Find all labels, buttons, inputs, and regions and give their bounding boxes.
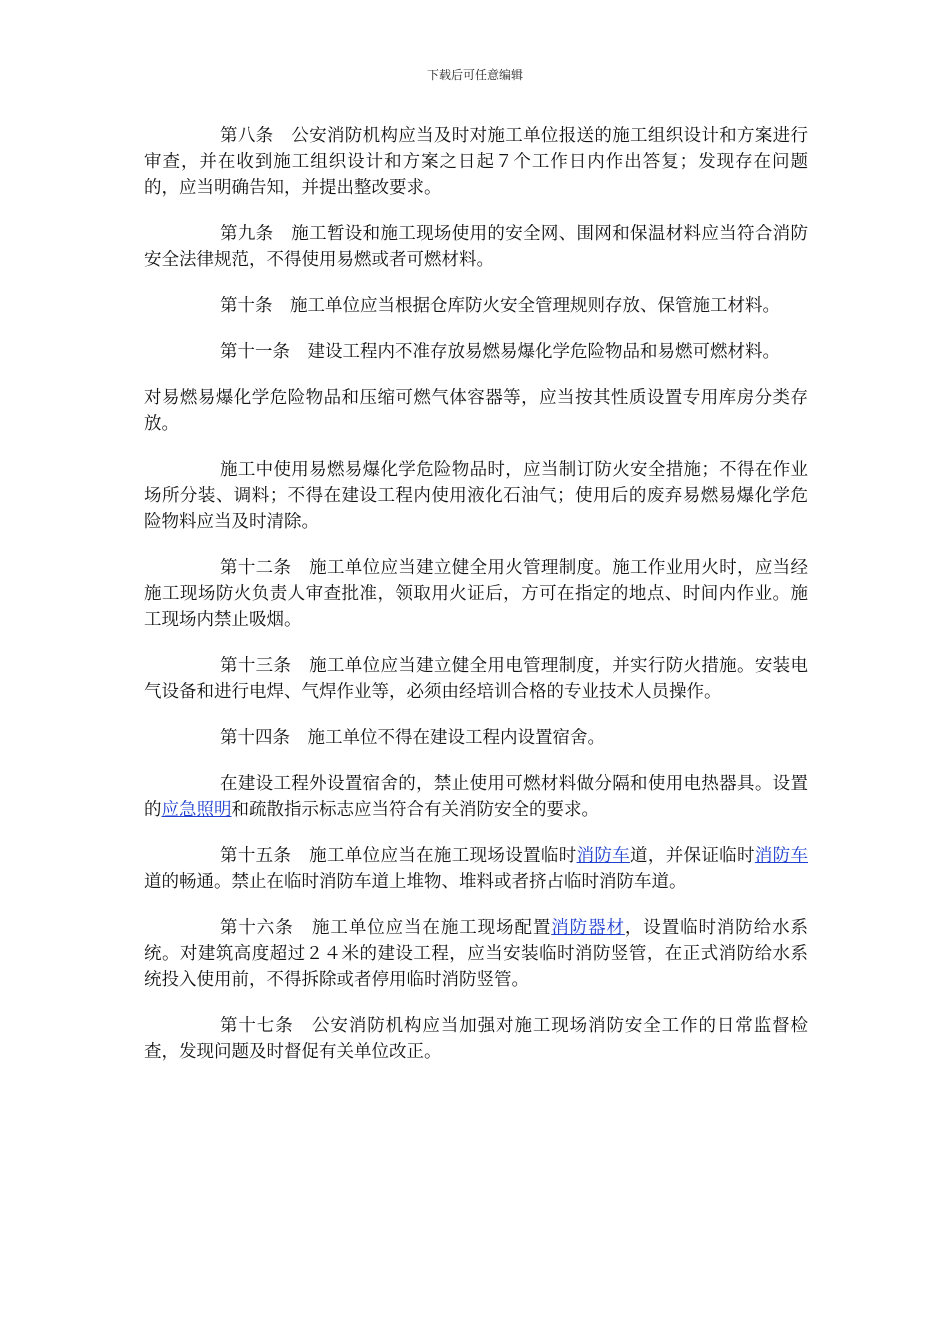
article-16-text-a: 第十六条 施工单位应当在施工现场配置	[220, 918, 552, 938]
article-14: 第十四条 施工单位不得在建设工程内设置宿舍。	[220, 728, 605, 748]
article-9: 第九条 施工暂设和施工现场使用的安全网、围网和保温材料应当符合消防安全法律规范，不得使用易燃或者可燃材料。	[144, 224, 808, 270]
article-16	[144, 915, 808, 993]
fire-truck-link-2[interactable]: 消防车	[754, 846, 808, 866]
article-14-dormitory	[144, 771, 808, 823]
article-17: 第十七条 公安消防机构应当加强对施工现场消防安全工作的日常监督检查，发现问题及时督促有关单位改正。	[144, 1016, 808, 1062]
article-11: 第十一条 建设工程内不准存放易燃易爆化学危险物品和易燃可燃材料。	[220, 342, 780, 362]
article-16-text-b: ，设置临时消防给水系统。对建筑高度超过２４米的建设工程，应当安装临时消防竖管，在正式消防给水系统投入使用前，不得拆除或者停用临时消防竖管。	[144, 918, 809, 990]
dorm-text-b: 和疏散指示标志应当符合有关消防安全的要求。	[231, 800, 599, 820]
page-header: 下载后可任意编辑	[426, 68, 523, 82]
article-11-usage: 施工中使用易燃易爆化学危险物品时，应当制订防火安全措施；不得在作业场所分装、调料；不得在建设工程内使用液化石油气；使用后的废弃易燃易爆化学危险物料应当及时清除。	[144, 460, 808, 532]
article-15	[144, 843, 808, 895]
article-12: 第十二条 施工单位应当建立健全用火管理制度。施工作业用火时，应当经施工现场防火负责人审查批准，领取用火证后，方可在指定的地点、时间内作业。施工现场内禁止吸烟。	[144, 558, 808, 630]
article-8: 第八条 公安消防机构应当及时对施工单位报送的施工组织设计和方案进行审查，并在收到施工组织设计和方案之日起７个工作日内作出答复；发现存在问题的，应当明确告知，并提出整改要求。	[144, 126, 808, 198]
emergency-lighting-link[interactable]: 应急照明	[161, 800, 232, 820]
dorm-text-a: 在建设工程外设置宿舍的，禁止使用可燃材料做分隔和使用电热器具。设置的	[144, 774, 808, 820]
fire-equipment-link[interactable]: 消防器材	[551, 918, 625, 938]
document-body	[144, 123, 808, 1085]
article-15-text-c: 道的畅通。禁止在临时消防车道上堆物、堆料或者挤占临时消防车道。	[144, 872, 687, 892]
article-13: 第十三条 施工单位应当建立健全用电管理制度，并实行防火措施。安装电气设备和进行电焊、气焊作业等，必须由经培训合格的专业技术人员操作。	[144, 656, 808, 702]
article-15-text-b: 道，并保证临时	[630, 846, 755, 866]
article-15-text-a: 第十五条 施工单位应当在施工现场设置临时	[220, 846, 577, 866]
fire-truck-link-1[interactable]: 消防车	[576, 846, 631, 866]
article-10: 第十条 施工单位应当根据仓库防火安全管理规则存放、保管施工材料。	[220, 296, 780, 316]
article-11-storage: 对易燃易爆化学危险物品和压缩可燃气体容器等，应当按其性质设置专用库房分类存放。	[144, 388, 808, 434]
